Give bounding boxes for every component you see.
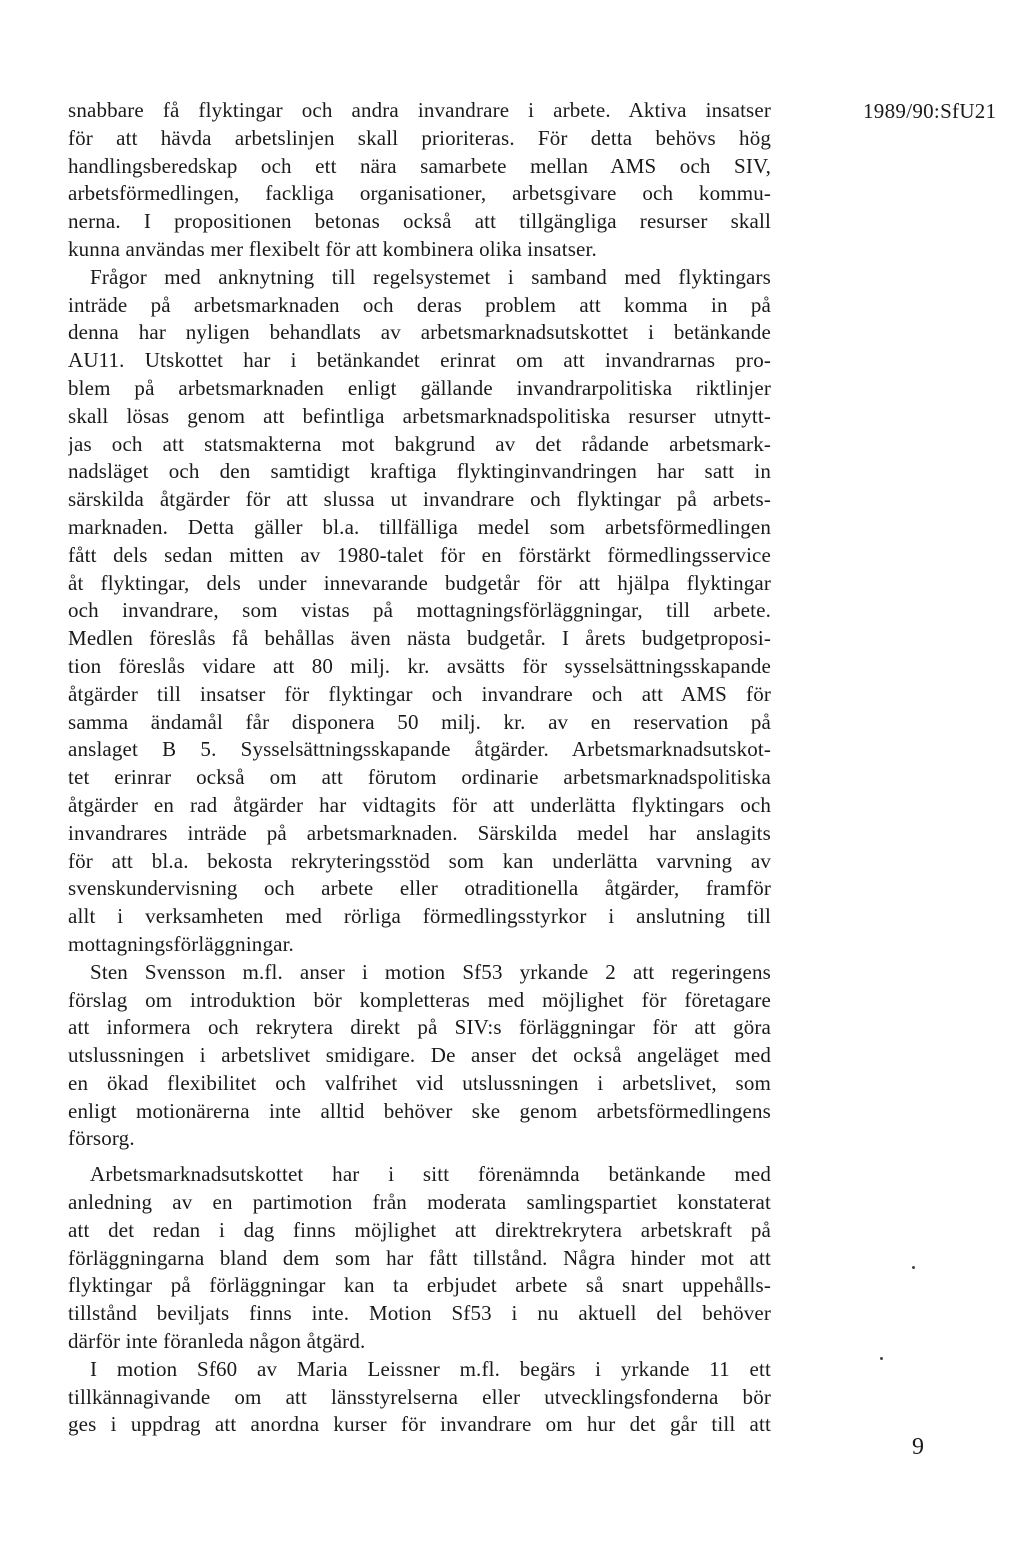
text-line: I motion Sf60 av Maria Leissner m.fl. begärs i yrkande 11 ett (90, 1356, 771, 1381)
text-line: och invandrare, som vistas på mottagningsförläggningar, till arbete. (68, 598, 771, 623)
text-line: särskilda åtgärder för att slussa ut invandrare och flyktingar på arbets- (68, 487, 771, 512)
text-line: Medlen föreslås få behållas även nästa budgetår. I årets budgetproposi- (68, 626, 771, 651)
text-line: att informera och rekrytera direkt på SIV:s förläggningar för att göra (68, 1015, 771, 1040)
paragraph-2 (68, 264, 771, 292)
text-line: blem på arbetsmarknaden enligt gällande invandrarpolitiska riktlinjer (68, 375, 771, 400)
page-number: 9 (912, 1434, 924, 1460)
text-line: Frågor med anknytning till regelsystemet i samband med flyktingars (90, 264, 771, 289)
text-line: tion föreslås vidare att 80 milj. kr. avsätts för sysselsättningsskapande (68, 653, 771, 678)
text-line: tillkännagivande om att länsstyrelserna eller utvecklingsfonderna bör (68, 1384, 771, 1409)
text-line: för att hävda arbetslinjen skall prioriteras. För detta behövs hög (68, 125, 771, 150)
text-line: Sten Svensson m.fl. anser i motion Sf53 yrkande 2 att regeringens (90, 959, 771, 984)
text-line: fått dels sedan mitten av 1980-talet för en förstärkt förmedlingsservice (68, 542, 771, 567)
text-line: inträde på arbetsmarknaden och deras problem att komma in på (68, 292, 771, 317)
text-line: skall lösas genom att befintliga arbetsmarknadspolitiska resurser utnytt- (68, 403, 771, 428)
text-line: försorg. (68, 1126, 135, 1151)
text-line: förslag om introduktion bör kompletteras med möjlighet för företagare (68, 987, 771, 1012)
scan-speck (912, 1266, 915, 1269)
text-line: AU11. Utskottet har i betänkandet erinrat om att invandrarnas pro- (68, 348, 771, 373)
text-line: utslussningen i arbetslivet smidigare. De anser det också angeläget med (68, 1043, 771, 1068)
body-text (68, 97, 771, 1439)
text-line: jas och att statsmakterna mot bakgrund av det rådande arbetsmark- (68, 431, 771, 456)
text-line: samma ändamål får disponera 50 milj. kr. av en reservation på (68, 709, 771, 734)
text-line: anledning av en partimotion från moderata samlingspartiet konstaterat (68, 1190, 771, 1215)
text-line: därför inte föranleda någon åtgärd. (68, 1329, 366, 1354)
paragraph-2-body (68, 292, 771, 959)
text-line: mottagningsförläggningar. (68, 931, 294, 956)
paragraph-4 (68, 1161, 771, 1189)
text-line: för att bl.a. bekosta rekryteringsstöd som kan underlätta varvning av (68, 848, 771, 873)
text-line: Arbetsmarknadsutskottet har i sitt förenämnda betänkande med (90, 1162, 771, 1187)
text-line: att det redan i dag finns möjlighet att direktrekrytera arbetskraft på (68, 1217, 771, 1242)
document-reference: 1989/90:SfU21 (863, 99, 997, 123)
paragraph-5 (68, 1356, 771, 1384)
text-line: anslaget B 5. Sysselsättningsskapande åtgärder. Arbetsmarknadsutskot- (68, 737, 771, 762)
text-line: marknaden. Detta gäller bl.a. tillfälliga medel som arbetsförmedlingen (68, 514, 771, 539)
text-line: nerna. I propositionen betonas också att tillgängliga resurser skall (68, 209, 771, 234)
text-line: svenskundervisning och arbete eller otraditionella åtgärder, framför (68, 876, 771, 901)
text-line: förläggningarna bland dem som har fått tillstånd. Några hinder mot att (68, 1245, 771, 1270)
text-line: tillstånd beviljats finns inte. Motion Sf53 i nu aktuell del behöver (68, 1301, 771, 1326)
text-line: kunna användas mer flexibelt för att kombinera olika insatser. (68, 236, 597, 261)
paragraph-3-body (68, 987, 771, 1154)
text-line: invandrares inträde på arbetsmarknaden. Särskilda medel har anslagits (68, 820, 771, 845)
text-line: åtgärder en rad åtgärder har vidtagits för att underlätta flyktingars och (68, 792, 771, 817)
paragraph-gap (68, 1153, 771, 1161)
text-line: arbetsförmedlingen, fackliga organisationer, arbetsgivare och kommu- (68, 181, 771, 206)
paragraph-4-body (68, 1189, 771, 1356)
text-line: denna har nyligen behandlats av arbetsmarknadsutskottet i betänkande (68, 320, 771, 345)
text-line: enligt motionärerna inte alltid behöver ske genom arbetsförmedlingens (68, 1098, 771, 1123)
text-line: nadsläget och den samtidigt kraftiga flyktinginvandringen har satt in (68, 459, 771, 484)
text-line: allt i verksamheten med rörliga förmedlingsstyrkor i anslutning till (68, 904, 771, 929)
text-line: åtgärder till insatser för flyktingar och invandrare och att AMS för (68, 681, 771, 706)
text-line: flyktingar på förläggningar kan ta erbjudet arbete så snart uppehålls- (68, 1273, 771, 1298)
text-line: snabbare få flyktingar och andra invandrare i arbete. Aktiva insatser (68, 98, 771, 122)
scan-speck (880, 1357, 883, 1360)
paragraph-1 (68, 97, 771, 264)
paragraph-3 (68, 959, 771, 987)
text-line: en ökad flexibilitet och valfrihet vid utslussningen i arbetslivet, som (68, 1070, 771, 1095)
text-line: tet erinrar också om att förutom ordinarie arbetsmarknadspolitiska (68, 765, 771, 790)
paragraph-5-body (68, 1384, 771, 1440)
text-line: handlingsberedskap och ett nära samarbete mellan AMS och SIV, (68, 153, 771, 178)
text-line: åt flyktingar, dels under innevarande budgetår för att hjälpa flyktingar (68, 570, 771, 595)
text-line: ges i uppdrag att anordna kurser för invandrare om hur det går till att (68, 1412, 771, 1437)
